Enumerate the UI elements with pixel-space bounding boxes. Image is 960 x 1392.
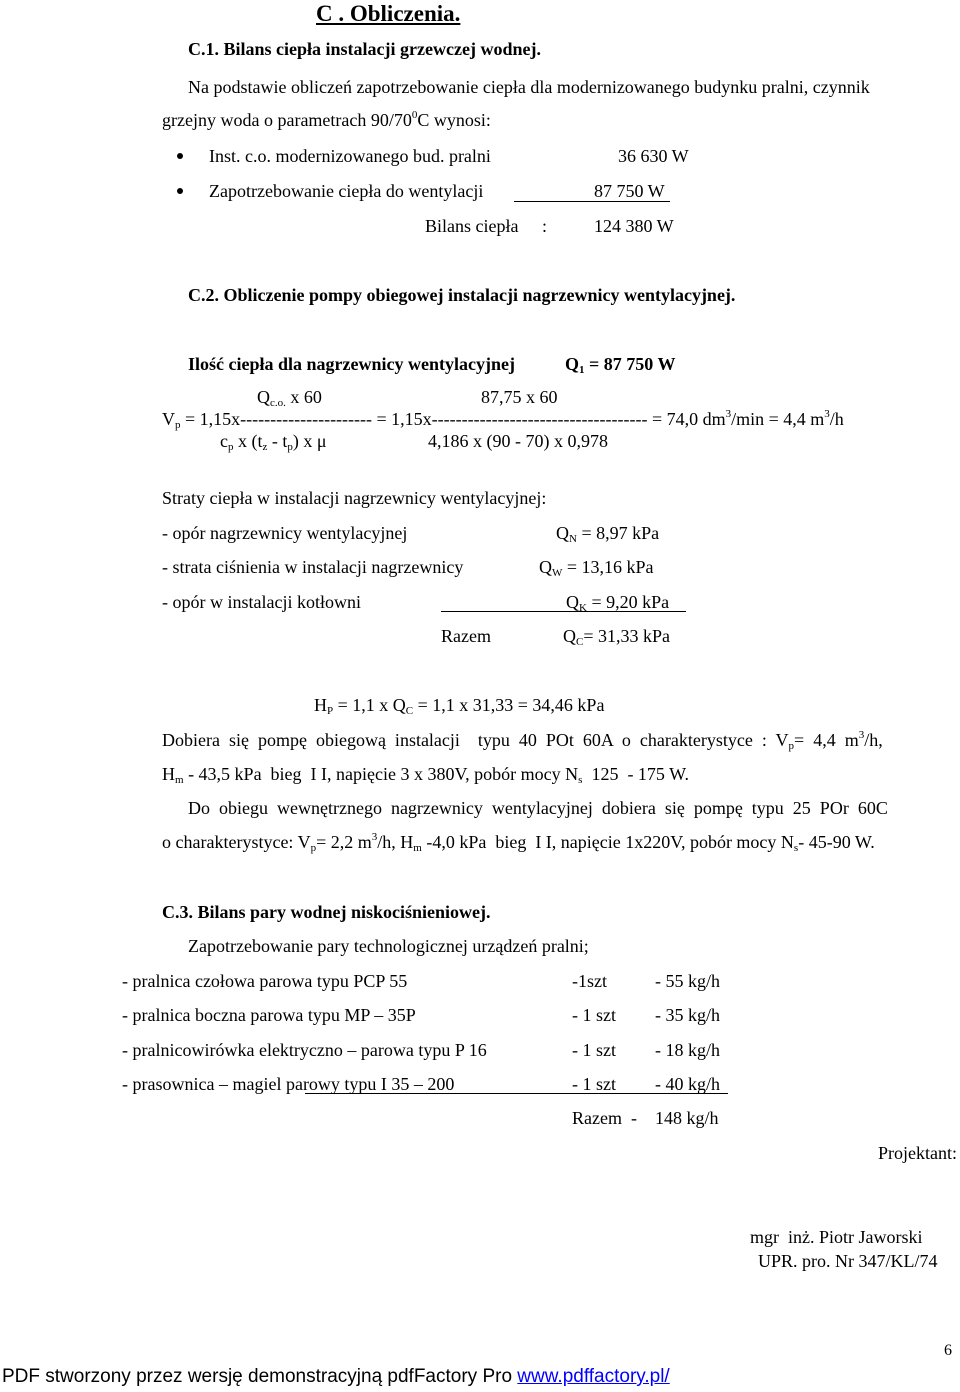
- steam-row-1-qty: -1szt: [572, 971, 607, 991]
- footer-link[interactable]: www.pdffactory.pl/: [517, 1366, 670, 1387]
- footer-watermark: PDF stworzony przez wersję demonstracyjną pdfFactory Pro www.pdffactory.pl/: [2, 1366, 670, 1387]
- formula-denominator-values: 4,186 x (90 - 70) x 0,978: [428, 431, 608, 451]
- pump1-line1: Dobiera się pompę obiegową instalacji typu 40 POt 60A o charakterystyce : $V_p= 4,4$ $m^3/h$,: [162, 729, 883, 752]
- bullet-icon: [177, 188, 183, 194]
- loss2-label: - strata ciśnienia w instalacji nagrzewnicy: [162, 557, 464, 577]
- steam-row-2-qty: - 1 szt: [572, 1005, 616, 1025]
- steam-row-3-flow: - 18 kg/h: [655, 1040, 720, 1060]
- page-number: 6: [944, 1342, 952, 1359]
- signature-role: Projektant:: [878, 1143, 957, 1163]
- steam-total-value: 148 kg/h: [655, 1108, 719, 1128]
- loss3-label: - opór w instalacji kotłowni: [162, 592, 361, 612]
- steam-row-2-flow: - 35 kg/h: [655, 1005, 720, 1025]
- steam-row-2-name: - pralnica boczna parowa typu MP – 35P: [122, 1005, 416, 1025]
- steam-row-3-name: - pralnicowirówka elektryczno – parowa typu P 16: [122, 1040, 487, 1060]
- steam-row-4-flow: - 40 kg/h: [655, 1074, 720, 1094]
- c1-item2-label: Zapotrzebowanie ciepła do wentylacji: [209, 181, 484, 201]
- loss1-value: $Q_N = 8,97$ kPa: [556, 523, 660, 545]
- c1-item1-label: Inst. c.o. modernizowanego bud. pralni: [209, 146, 491, 166]
- page-heading: C . Obliczenia.: [316, 1, 461, 26]
- c2-heat-value: $Q_1 = 87$ 750 W: [565, 354, 676, 376]
- steam-row-1-name: - pralnica czołowa parowa typu PCP 55: [122, 971, 408, 991]
- bullet-icon: [177, 153, 183, 159]
- section-c3-title: C.3. Bilans pary wodnej niskociśnieniowej.: [162, 902, 491, 922]
- loss3-value: $Q_K = 9,20$ kPa: [566, 592, 670, 614]
- loss1-label: - opór nagrzewnicy wentylacyjnej: [162, 523, 408, 543]
- formula-denominator: $c_p$ x $(t_z - t_p)$ x μ: [220, 431, 327, 453]
- sum-underline: [514, 201, 670, 202]
- sum-underline: [305, 1093, 728, 1094]
- pump-head-formula: $H_P = 1,1$ x $Q_C = 1,1$ x 31,33 = 34,46 kPa: [314, 695, 605, 717]
- c1-balance-colon: :: [542, 216, 548, 236]
- c1-balance-label: Bilans ciepła: [425, 216, 519, 236]
- steam-row-1-flow: - 55 kg/h: [655, 971, 720, 991]
- c1-item1-value: 36 630 W: [618, 146, 689, 166]
- loss-total-label: Razem: [441, 626, 491, 646]
- signature-name: mgr inż. Piotr Jaworski: [750, 1227, 923, 1247]
- sum-underline: [441, 611, 686, 612]
- steam-row-4-name: - prasownica – magiel parowy typu I 35 – 200: [122, 1074, 455, 1094]
- steam-total-label: Razem -: [572, 1108, 637, 1128]
- c1-item2-value: 87 750 W: [594, 181, 665, 201]
- losses-title: Straty ciepła w instalacji nagrzewnicy wentylacyjnej:: [162, 488, 547, 508]
- steam-row-3-qty: - 1 szt: [572, 1040, 616, 1060]
- pump2-line1: Do obiegu wewnętrznego nagrzewnicy wentylacyjnej dobiera się pompę typu 25 POr 60C: [188, 798, 888, 818]
- loss-total-value: $Q_C= 31,33$ kPa: [563, 626, 670, 648]
- formula-numerator: $Q_{c.o.}$ x 60: [257, 387, 322, 409]
- steam-row-4-qty: - 1 szt: [572, 1074, 616, 1094]
- loss2-value: $Q_W = 13,16$ kPa: [539, 557, 654, 579]
- c3-intro: Zapotrzebowanie pary technologicznej urządzeń pralni;: [188, 936, 589, 956]
- pump2-line2: o charakterystyce: $V_p= 2,2$ $m^3/h$, $H_m$ -4,0 kPa bieg I I, napięcie 1x220V, pobór mocy $N_s-$ 45-90 W.: [162, 831, 875, 854]
- c1-intro-line2: grzejny woda o parametrach $90/70^0C$ wynosi:: [162, 109, 491, 130]
- signature-license: UPR. pro. Nr 347/KL/74: [758, 1251, 938, 1271]
- section-c1-title: C.1. Bilans ciepła instalacji grzewczej wodnej.: [188, 39, 541, 59]
- formula-numerator-values: 87,75 x 60: [481, 387, 558, 407]
- c1-intro-line1: Na podstawie obliczeń zapotrzebowanie ciepła dla modernizowanego budynku pralni, czynnik: [188, 77, 870, 97]
- pump1-line2: $H_m - 43,5$ kPa bieg I I, napięcie 3 x 380V, pobór mocy $N_s$ 125 - 175 W.: [162, 764, 689, 786]
- section-c2-title: C.2. Obliczenie pompy obiegowej instalacji nagrzewnicy wentylacyjnej.: [188, 285, 736, 305]
- c2-heat-label: Ilość ciepła dla nagrzewnicy wentylacyjnej: [188, 354, 515, 374]
- c1-balance-value: 124 380 W: [594, 216, 674, 236]
- formula-main-line: $V_p = 1,15x---------------------- = 1,15x------------------------------------ = 74,0$ $dm^3/\min = 4,4$ $m^3/h$: [162, 408, 844, 431]
